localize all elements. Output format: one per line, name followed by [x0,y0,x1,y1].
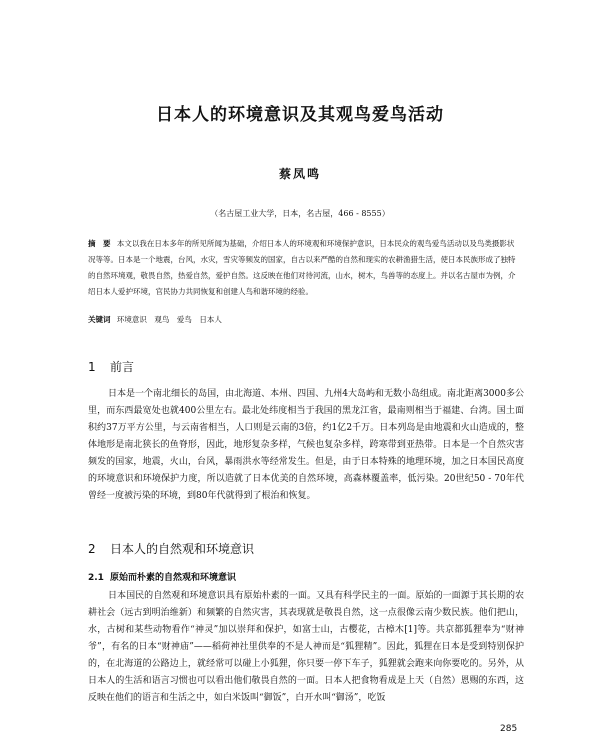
author-affiliation: （名古屋工业大学，日本，名古屋，466 - 8555） [210,209,390,218]
section-1-paragraph: 日本是一个南北细长的岛国，由北海道、本州、四国、九州4大岛屿和无数小岛组成。南北距离3000多公里，而东西最宽处也就400公里左右。最北处纬度相当于我国的黑龙江省，最南则相当于福建、台湾。国土面积约37万平方公里，与云南省相当，人口则是云南的3倍，约1亿2千万。日本列岛是由地震和火山造成的，整体地形是南北狭长的鱼脊形，因此，地形复杂多样，气候也复杂多样，跨寒带到亚热带。日本是一个自然灾害频发的国家，地震，火山，台风，暴雨洪水等经常发生。但是，由于日本特殊的地理环境，加之日本国民高度的环境意识和环境保护力度，所以造就了日本优美的自然环境，高森林覆盖率，低污染。20世纪50 - 70年代曾经一度被污染的环境，到80年代就得到了根治和恢复。 [88,389,524,501]
section-2-heading [88,540,254,557]
section-1-title: 前言 [110,360,135,374]
section-2-number: 2 [88,542,96,556]
page-number: 285 [500,724,518,734]
section-2-1-number: 2.1 [88,573,104,583]
abstract-text: 本文以我在日本多年的所见所闻为基础，介绍日本人的环境观和环境保护意识，日本民众的观鸟爱鸟活动以及鸟类摄影状况等等。日本是一个地震，台风，水灾，雪灾等频发的国家，自古以来严酷的自然和现实的农耕渔猎生活，使日本民族形成了独特的自然环境观，敬畏自然，热爱自然，爱护自然。这反映在他们对待河流，山水，树木，鸟兽等的态度上。并以名古屋市为例，介绍日本人爱护环境，官民协力共同恢复和创建人鸟和谐环境的经验。 [88,239,516,296]
section-2-1-title: 原始而朴素的自然观和环境意识 [110,573,237,583]
author-name: 蔡凤鸣 [278,167,321,181]
section-2-1-heading [88,570,236,583]
section-2-title: 日本人的自然观和环境意识 [110,542,255,556]
keywords-label: 关键词 [88,315,111,324]
keywords [88,314,520,325]
section-1-heading [88,358,134,375]
paper-title: 日本人的环境意识及其观鸟爱鸟活动 [156,105,444,125]
abstract [88,236,520,300]
section-1-number: 1 [88,360,96,374]
abstract-label: 摘 要 [88,239,111,248]
section-2-1-paragraph: 日本国民的自然观和环境意识具有原始朴素的一面。又具有科学民主的一面。原始的一面源于其长期的农耕社会（远古到明治维新）和频繁的自然灾害，其表现就是敬畏自然，这一点很像云南少数民族。他们把山，水，古树和某些动物看作“神灵”加以崇拜和保护，如富士山，古樱花，古樟木[1]等。共京都狐狸奉为“财神爷”，有名的日本“财神庙”——稻荷神社里供奉的不是人神而是“狐狸精”。因此，狐狸在日本是受到特别保护的，在北海道的公路边上，就经常可以碰上小狐狸，你只要一停下车子，狐狸就会跑来向你要吃的。另外，从日本人的生活和语言习惯也可以看出他们敬畏自然的一面。日本人把食物看成是上天（自然）恩赐的东西，这反映在他们的语言和生活之中，如白米饭叫“御饭”，白开水叫“御汤”，吃饭 [88,591,524,703]
keywords-text: 环境意识 观鸟 爱鸟 日本人 [116,315,222,324]
